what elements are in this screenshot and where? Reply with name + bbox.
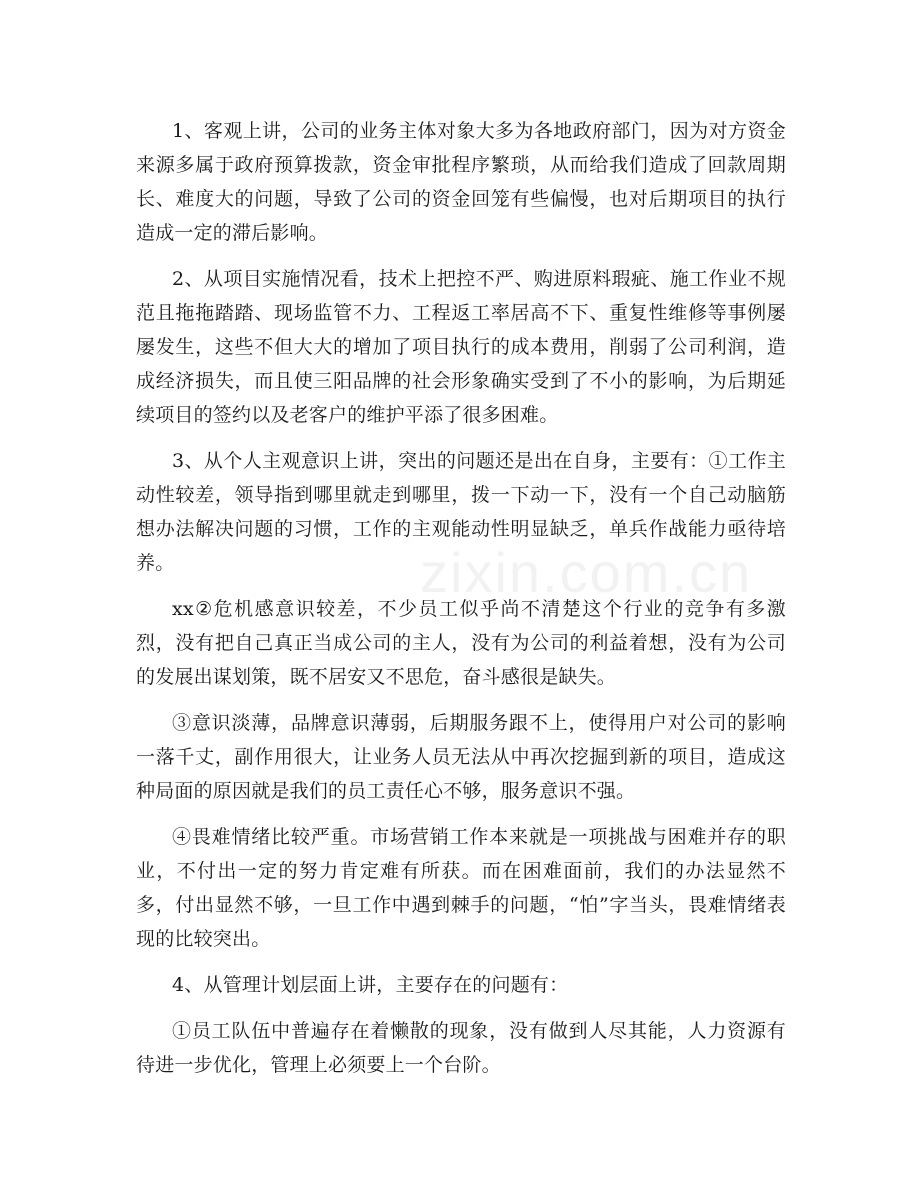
- paragraph-5: ③意识淡薄，品牌意识薄弱，后期服务跟不上，使得用户对公司的影响一落千丈，副作用很大，让业务人员无法从中再次挖掘到新的项目，造成这种局面的原因就是我们的员工责任心不够，服务意识不强。: [136, 712, 786, 802]
- document-body: [136, 114, 786, 1094]
- paragraph-8: ①员工队伍中普遍存在着懒散的现象，没有做到人尽其能，人力资源有待进一步优化，管理上必须要上一个台阶。: [136, 1020, 786, 1076]
- paragraph-1: 1、客观上讲，公司的业务主体对象大多为各地政府部门，因为对方资金来源多属于政府预算拨款，资金审批程序繁琐，从而给我们造成了回款周期长、难度大的问题，导致了公司的资金回笼有些偏慢，也对后期项目的执行造成一定的滞后影响。: [136, 120, 786, 244]
- paragraph-2: 2、从项目实施情况看，技术上把控不严、购进原料瑕疵、施工作业不规范且拖拖踏踏、现场监管不力、工程返工率居高不下、重复性维修等事例屡屡发生，这些不但大大的增加了项目执行的成本费用，削弱了公司利润，造成经济损失，而且使三阳品牌的社会形象确实受到了不小的影响，为后期延续项目的签约以及老客户的维护平添了很多困难。: [136, 268, 786, 426]
- watermark: zixin.com.cn: [420, 541, 753, 604]
- paragraph-3: 3、从个人主观意识上讲，突出的问题还是出在自身，主要有：①工作主动性较差，领导指到哪里就走到哪里，拨一下动一下，没有一个自己动脑筋想办法解决问题的习惯，工作的主观能动性明显缺乏，单兵作战能力亟待培养。: [136, 450, 786, 574]
- paragraph-6: ④畏难情绪比较严重。市场营销工作本来就是一项挑战与困难并存的职业，不付出一定的努力肯定难有所获。而在困难面前，我们的办法显然不多，付出显然不够，一旦工作中遇到棘手的问题，“怕”字当头，畏难情绪表现的比较突出。: [136, 826, 786, 950]
- paragraph-4: xx②危机感意识较差，不少员工似乎尚不清楚这个行业的竞争有多激烈，没有把自己真正当成公司的主人，没有为公司的利益着想，没有为公司的发展出谋划策，既不居安又不思危，奋斗感很是缺失。: [136, 598, 786, 688]
- paragraph-7: 4、从管理计划层面上讲，主要存在的问题有：: [172, 974, 569, 996]
